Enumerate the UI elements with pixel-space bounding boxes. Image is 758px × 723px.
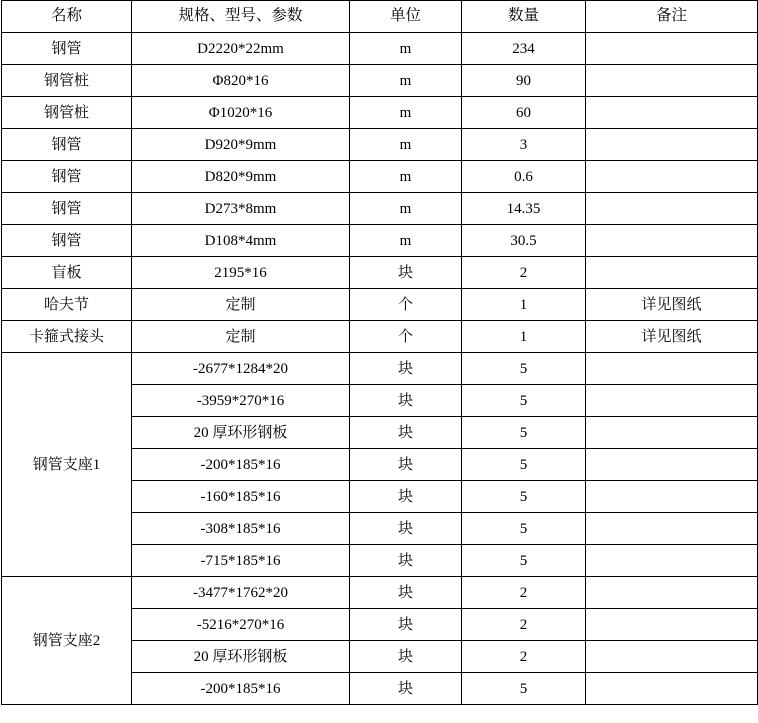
cell-spec: 2195*16 (132, 257, 350, 289)
column-header-qty: 数量 (462, 1, 586, 33)
cell-spec: 20 厚环形钢板 (132, 641, 350, 673)
table-header-row (2, 1, 758, 33)
cell-remark (586, 481, 758, 513)
cell-unit: 块 (350, 353, 462, 385)
cell-unit: 个 (350, 321, 462, 353)
table-row (2, 225, 758, 257)
cell-spec: D920*9mm (132, 129, 350, 161)
cell-unit: 块 (350, 257, 462, 289)
cell-remark (586, 545, 758, 577)
table-row (2, 257, 758, 289)
cell-unit: m (350, 65, 462, 97)
cell-unit: 块 (350, 417, 462, 449)
cell-spec: D273*8mm (132, 193, 350, 225)
cell-qty: 60 (462, 97, 586, 129)
table-row (2, 65, 758, 97)
cell-unit: 块 (350, 609, 462, 641)
column-header-spec: 规格、型号、参数 (132, 1, 350, 33)
cell-name: 钢管 (2, 33, 132, 65)
table-row (2, 97, 758, 129)
cell-qty: 3 (462, 129, 586, 161)
cell-qty: 5 (462, 385, 586, 417)
cell-spec: -200*185*16 (132, 449, 350, 481)
cell-qty: 1 (462, 321, 586, 353)
cell-unit: m (350, 161, 462, 193)
column-header-unit: 单位 (350, 1, 462, 33)
table-body (2, 33, 758, 705)
cell-unit: m (350, 129, 462, 161)
cell-spec: -308*185*16 (132, 513, 350, 545)
table-row (2, 129, 758, 161)
cell-remark (586, 417, 758, 449)
cell-qty: 5 (462, 545, 586, 577)
cell-unit: 块 (350, 545, 462, 577)
table-row (2, 33, 758, 65)
cell-remark (586, 609, 758, 641)
cell-remark (586, 225, 758, 257)
cell-remark (586, 673, 758, 705)
cell-group-name: 钢管支座1 (2, 353, 132, 577)
cell-unit: 块 (350, 385, 462, 417)
cell-spec: 定制 (132, 289, 350, 321)
cell-name: 卡箍式接头 (2, 321, 132, 353)
table-row (2, 353, 758, 385)
cell-spec: -200*185*16 (132, 673, 350, 705)
cell-unit: 块 (350, 449, 462, 481)
cell-spec: -715*185*16 (132, 545, 350, 577)
cell-name: 钢管 (2, 225, 132, 257)
cell-qty: 5 (462, 481, 586, 513)
cell-qty: 30.5 (462, 225, 586, 257)
cell-unit: m (350, 97, 462, 129)
cell-qty: 5 (462, 513, 586, 545)
cell-name: 哈夫节 (2, 289, 132, 321)
column-header-remark: 备注 (586, 1, 758, 33)
cell-remark: 详见图纸 (586, 321, 758, 353)
table-row (2, 289, 758, 321)
cell-unit: 块 (350, 577, 462, 609)
cell-qty: 0.6 (462, 161, 586, 193)
cell-name: 钢管 (2, 161, 132, 193)
cell-qty: 5 (462, 449, 586, 481)
cell-spec: 20 厚环形钢板 (132, 417, 350, 449)
cell-qty: 1 (462, 289, 586, 321)
cell-remark (586, 33, 758, 65)
cell-remark: 详见图纸 (586, 289, 758, 321)
cell-unit: 块 (350, 673, 462, 705)
cell-spec: -2677*1284*20 (132, 353, 350, 385)
cell-spec: Φ820*16 (132, 65, 350, 97)
cell-spec: -3959*270*16 (132, 385, 350, 417)
cell-unit: 块 (350, 481, 462, 513)
column-header-name: 名称 (2, 1, 132, 33)
cell-unit: 个 (350, 289, 462, 321)
cell-name: 钢管 (2, 129, 132, 161)
material-spec-table (1, 0, 758, 705)
cell-remark (586, 353, 758, 385)
cell-remark (586, 65, 758, 97)
cell-remark (586, 97, 758, 129)
table-row (2, 193, 758, 225)
cell-group-name: 钢管支座2 (2, 577, 132, 705)
cell-name: 盲板 (2, 257, 132, 289)
table-header (2, 1, 758, 33)
cell-remark (586, 161, 758, 193)
cell-qty: 234 (462, 33, 586, 65)
cell-name: 钢管桩 (2, 97, 132, 129)
cell-qty: 5 (462, 417, 586, 449)
cell-spec: -160*185*16 (132, 481, 350, 513)
cell-unit: 块 (350, 641, 462, 673)
cell-name: 钢管桩 (2, 65, 132, 97)
cell-qty: 5 (462, 353, 586, 385)
cell-unit: 块 (350, 513, 462, 545)
cell-spec: -5216*270*16 (132, 609, 350, 641)
cell-name: 钢管 (2, 193, 132, 225)
cell-unit: m (350, 33, 462, 65)
cell-qty: 2 (462, 257, 586, 289)
cell-remark (586, 641, 758, 673)
table-row (2, 161, 758, 193)
cell-spec: Φ1020*16 (132, 97, 350, 129)
cell-qty: 5 (462, 673, 586, 705)
cell-remark (586, 129, 758, 161)
cell-unit: m (350, 193, 462, 225)
cell-spec: D820*9mm (132, 161, 350, 193)
cell-spec: 定制 (132, 321, 350, 353)
cell-remark (586, 449, 758, 481)
cell-remark (586, 513, 758, 545)
cell-qty: 90 (462, 65, 586, 97)
cell-qty: 14.35 (462, 193, 586, 225)
cell-remark (586, 193, 758, 225)
cell-remark (586, 577, 758, 609)
cell-remark (586, 385, 758, 417)
cell-remark (586, 257, 758, 289)
cell-qty: 2 (462, 577, 586, 609)
table-row (2, 321, 758, 353)
table-row (2, 577, 758, 609)
cell-unit: m (350, 225, 462, 257)
cell-spec: -3477*1762*20 (132, 577, 350, 609)
cell-spec: D108*4mm (132, 225, 350, 257)
cell-qty: 2 (462, 609, 586, 641)
cell-spec: D2220*22mm (132, 33, 350, 65)
cell-qty: 2 (462, 641, 586, 673)
